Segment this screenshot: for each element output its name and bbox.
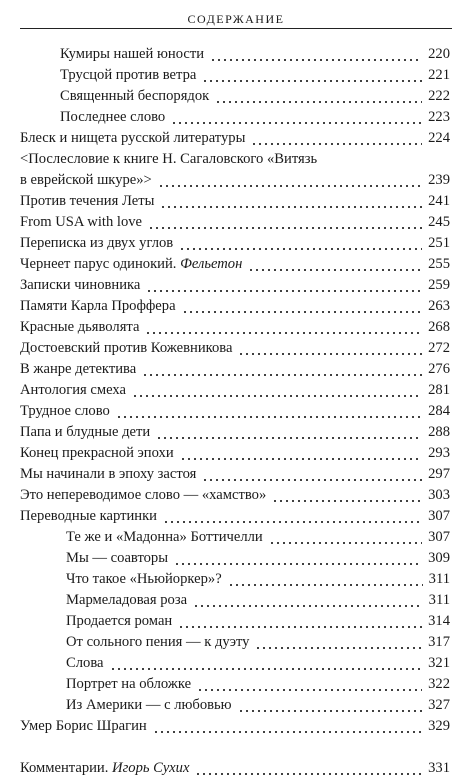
entry-title-text: Мы начинали в эпоху застоя	[20, 466, 197, 482]
page-number: 297	[428, 466, 450, 482]
entry-title-text: Умер Борис Шрагин	[20, 718, 147, 734]
entry-title-text: Трудное слово	[20, 403, 110, 419]
entry-title-text: Мы — соавторы	[66, 550, 169, 566]
entry-title	[20, 485, 266, 506]
page-number: 276	[428, 361, 450, 377]
page-number: 321	[428, 655, 450, 671]
page-number: 329	[428, 718, 450, 734]
page-number: 331	[428, 760, 450, 776]
toc-entry	[20, 107, 450, 128]
entry-title-text: Комментарии.	[20, 760, 109, 776]
entry-title	[20, 359, 136, 380]
entry-title-text: Папа и блудные дети	[20, 424, 151, 440]
entry-title-text: Последнее слово	[60, 109, 166, 125]
toc-entry	[20, 485, 450, 506]
entry-title	[20, 317, 139, 338]
entry-title-text: Красные дьяволята	[20, 319, 140, 335]
entry-title	[20, 338, 232, 359]
dot-leader	[210, 59, 422, 61]
entry-title-text: Из Америки — с любовью	[66, 697, 232, 713]
dot-leader	[174, 563, 422, 565]
dot-leader	[171, 122, 422, 124]
entry-title-text: От сольного пения — к дуэту	[66, 634, 250, 650]
toc-entry	[20, 695, 450, 716]
entry-title-text: Антология смеха	[20, 382, 126, 398]
page-number: 241	[428, 193, 450, 209]
entry-title-text: Достоевский против Кожевникова	[20, 340, 233, 356]
page-number: 309	[428, 550, 450, 566]
toc-entry	[20, 674, 450, 695]
toc-entry	[20, 317, 450, 338]
dot-leader	[193, 605, 423, 607]
running-header	[20, 8, 452, 29]
entry-title-text: В жанре детектива	[20, 361, 137, 377]
entry-title	[66, 695, 232, 716]
page-number: 284	[428, 403, 450, 419]
page-number: 251	[428, 235, 450, 251]
toc-entry	[20, 86, 450, 107]
toc-entry	[20, 422, 450, 443]
entry-title-text: Против течения Леты	[20, 193, 155, 209]
page-number: 223	[428, 109, 450, 125]
page-number: 245	[428, 214, 450, 230]
page-number: 303	[428, 487, 450, 503]
entry-title	[20, 758, 189, 779]
entry-title-text: Мармеладовая роза	[66, 592, 188, 608]
dot-leader	[251, 143, 422, 145]
toc-entry	[20, 275, 450, 296]
entry-title-text: Что такое «Ньюйоркер»?	[66, 571, 222, 587]
toc-entry	[20, 128, 450, 149]
entry-title	[66, 674, 191, 695]
entry-title	[20, 506, 157, 527]
entry-author: Фельетон	[180, 256, 243, 272]
entry-title-text: Те же и «Мадонна» Боттичелли	[66, 529, 263, 545]
entry-title	[20, 212, 142, 233]
entry-title	[60, 107, 165, 128]
entry-title	[20, 380, 126, 401]
page-number: 307	[428, 529, 450, 545]
toc-entry	[20, 296, 450, 317]
toc-entry	[20, 590, 450, 611]
toc-entry	[20, 632, 450, 653]
toc-entry	[20, 380, 450, 401]
dot-leader	[156, 437, 422, 439]
page-number: 239	[428, 172, 450, 188]
page-number: 263	[428, 298, 450, 314]
entry-title	[66, 653, 104, 674]
page-number: 268	[428, 319, 450, 335]
page-number: 311	[428, 592, 450, 608]
dot-leader	[269, 542, 422, 544]
entry-title	[20, 443, 174, 464]
dot-leader	[148, 227, 422, 229]
entry-title	[20, 422, 150, 443]
dot-leader	[195, 773, 422, 775]
toc-entry	[20, 506, 450, 527]
entry-title	[66, 548, 168, 569]
page-number: 259	[428, 277, 450, 293]
toc-entry	[20, 443, 450, 464]
entry-title	[20, 128, 245, 149]
entry-title	[20, 191, 154, 212]
entry-title-text: Трусцой против ветра	[60, 67, 197, 83]
dot-leader	[132, 395, 422, 397]
dot-leader	[238, 353, 422, 355]
dot-leader	[215, 101, 422, 103]
toc-spacer	[20, 737, 450, 758]
entry-title-text: Записки чиновника	[20, 277, 141, 293]
entry-title	[20, 254, 242, 275]
entry-title	[60, 65, 196, 86]
toc-entry	[20, 191, 450, 212]
toc-entry	[20, 653, 450, 674]
entry-title	[66, 569, 222, 590]
entry-title	[20, 275, 140, 296]
header-title: СОДЕРЖАНИЕ	[187, 12, 285, 26]
entry-title-text: Продается роман	[66, 613, 173, 629]
entry-title	[66, 527, 263, 548]
dot-leader	[146, 290, 422, 292]
toc-entry	[20, 464, 450, 485]
dot-leader	[182, 311, 423, 313]
page-number: 314	[428, 613, 450, 629]
dot-leader	[163, 521, 422, 523]
page-number: 255	[428, 256, 450, 272]
page-number: 288	[428, 424, 450, 440]
entry-title	[66, 632, 249, 653]
toc-entry	[20, 611, 450, 632]
toc-entry	[20, 44, 450, 65]
entry-title-text: Памяти Карла Проффера	[20, 298, 176, 314]
entry-title-text: Портрет на обложке	[66, 676, 192, 692]
dot-leader	[116, 416, 422, 418]
page-number: 322	[428, 676, 450, 692]
toc-entry	[20, 548, 450, 569]
dot-leader	[110, 668, 423, 670]
toc-entry	[20, 65, 450, 86]
page-number: 317	[428, 634, 450, 650]
dot-leader	[202, 479, 422, 481]
page-number: 224	[428, 130, 450, 146]
toc-entry	[20, 527, 450, 548]
dot-leader	[202, 80, 422, 82]
entry-title	[20, 401, 110, 422]
page-number: 222	[428, 88, 450, 104]
page-number: 221	[428, 67, 450, 83]
toc-entry	[20, 758, 450, 779]
page-number: 327	[428, 697, 450, 713]
toc-entry	[20, 359, 450, 380]
entry-title-line2: в еврейской шкуре»>	[20, 172, 152, 188]
page-number: 311	[428, 571, 450, 587]
entry-title-text: Священный беспорядок	[60, 88, 210, 104]
toc-entry	[20, 338, 450, 359]
entry-author: Игорь Сухих	[112, 760, 190, 776]
entry-title	[20, 464, 196, 485]
dot-leader	[142, 374, 422, 376]
dot-leader	[228, 584, 423, 586]
dot-leader	[178, 626, 422, 628]
toc-entry	[20, 212, 450, 233]
dot-leader	[255, 647, 422, 649]
entry-title	[20, 233, 173, 254]
dot-leader	[153, 731, 422, 733]
entry-title-text: Слова	[66, 655, 104, 671]
entry-title-text: Блеск и нищета русской литературы	[20, 130, 246, 146]
toc-entry	[20, 233, 450, 254]
dot-leader	[272, 500, 422, 502]
page-number: 272	[428, 340, 450, 356]
entry-title	[66, 590, 187, 611]
toc-entry	[20, 254, 450, 275]
dot-leader	[248, 269, 422, 271]
dot-leader	[180, 458, 422, 460]
dot-leader	[197, 689, 422, 691]
entry-title-text: Кумиры нашей юности	[60, 46, 205, 62]
dot-leader	[179, 248, 422, 250]
page-number: 281	[428, 382, 450, 398]
entry-title-text: Переписка из двух углов	[20, 235, 174, 251]
dot-leader	[160, 206, 422, 208]
dot-leader	[238, 710, 423, 712]
page-number: 307	[428, 508, 450, 524]
table-of-contents	[20, 44, 450, 779]
dot-leader	[158, 185, 422, 187]
entry-title	[60, 44, 204, 65]
toc-entry	[20, 569, 450, 590]
entry-title-text: Чернеет парус одинокий.	[20, 256, 177, 272]
toc-entry	[20, 401, 450, 422]
entry-title-text: Конец прекрасной эпохи	[20, 445, 174, 461]
entry-title-text: Это непереводимое слово — «хамство»	[20, 487, 267, 503]
entry-title-text: Переводные картинки	[20, 508, 157, 524]
entry-title	[60, 86, 209, 107]
entry-title	[20, 296, 176, 317]
toc-entry	[20, 716, 450, 737]
dot-leader	[145, 332, 422, 334]
entry-title-line1: <Послесловие к книге Н. Сагаловского «Витязь	[20, 151, 318, 167]
entry-title-text: From USA with love	[20, 214, 143, 230]
page-number: 293	[428, 445, 450, 461]
entry-title	[66, 611, 172, 632]
entry-title	[20, 716, 147, 737]
toc-entry	[20, 149, 450, 191]
page-number: 220	[428, 46, 450, 62]
